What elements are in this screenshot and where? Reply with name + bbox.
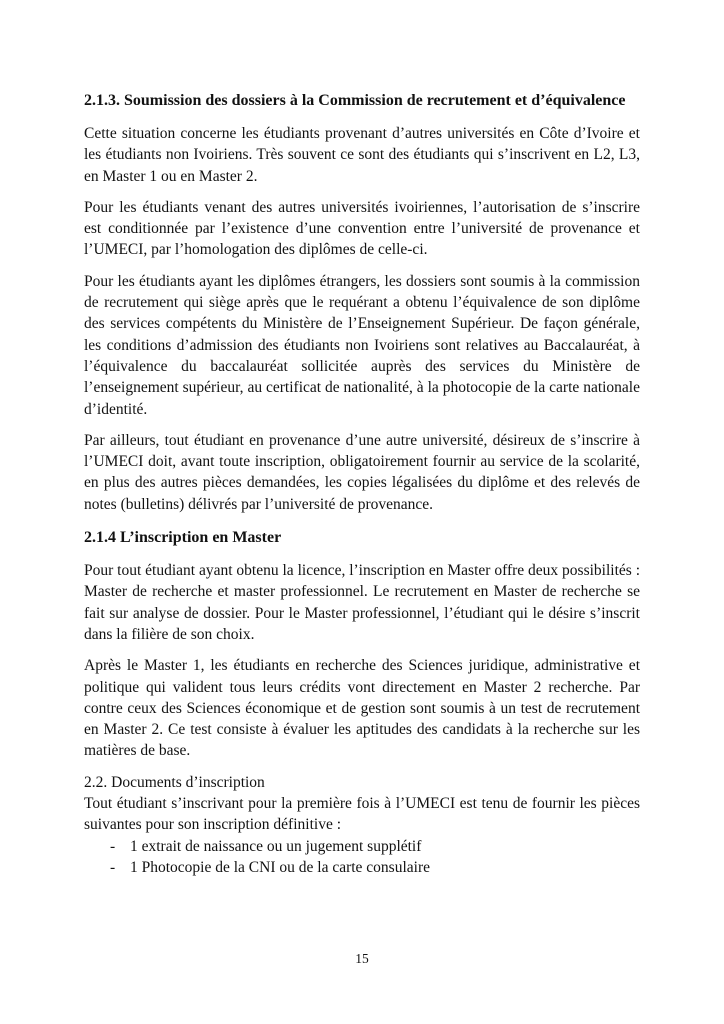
- list-item-text: 1 Photocopie de la CNI ou de la carte consulaire: [130, 859, 430, 877]
- documents-list: [84, 836, 640, 879]
- list-item: [84, 836, 640, 858]
- paragraph-diplomes-etrangers: Pour les étudiants ayant les diplômes étrangers, les dossiers sont soumis à la commission de recrutement qui siège après que le requérant a obtenu l’équivalence de son diplôme des services compétents du Ministère de l’Enseignement Supérieur. De façon générale, les conditions d’admission des étudiants non Ivoiriens sont relatives au Baccalauréat, à l’équivalence du baccalauréat sollicitée auprès des services du Ministère de l’enseignement supérieur, au certificat de nationalité, à la photocopie de la carte nationale d’identité.: [84, 272, 640, 418]
- list-dash-marker: -: [110, 859, 116, 877]
- page-number: 15: [355, 951, 369, 966]
- page-content: [84, 88, 640, 879]
- list-item-text: 1 extrait de naissance ou un jugement supplétif: [130, 837, 422, 855]
- paragraph-licence-master: Pour tout étudiant ayant obtenu la licence, l’inscription en Master offre deux possibilités : Master de recherche et master professionnel. Le recrutement en Master de recherche se fait sur analyse de dossier. Pour le Master professionnel, l’étudiant qui le désire s’inscrit dans la filière de son choix.: [84, 562, 640, 643]
- paragraph-cette-situation: Cette situation concerne les étudiants provenant d’autres universités en Côte d’Ivoire et les étudiants non Ivoiriens. Très souvent ce sont des étudiants qui s’inscrivent en L2, L3, en Master 1 ou en Master 2.: [84, 125, 640, 185]
- section-heading-soumission-dossiers: 2.1.3. Soumission des dossiers à la Commission de recrutement et d’équivalence: [84, 92, 626, 109]
- section-heading-documents-inscription: 2.2. Documents d’inscription: [84, 773, 265, 791]
- paragraph-etudiants-universites-ivoiriennes: Pour les étudiants venant des autres universités ivoiriennes, l’autorisation de s’inscrire est conditionnée par l’existence d’une convention entre l’université de provenance et l’UMECI, par l’homologation des diplômes de celle-ci.: [84, 198, 640, 259]
- paragraph-pieces-suivantes: Tout étudiant s’inscrivant pour la première fois à l’UMECI est tenu de fournir les pièces suivantes pour son inscription définitive :: [84, 795, 640, 834]
- paragraph-apres-master1: Après le Master 1, les étudiants en recherche des Sciences juridique, administrative et politique qui valident tous leurs crédits vont directement en Master 2 recherche. Par contre ceux des Sciences économique et de gestion sont soumis à un test de recrutement en Master 2. Ce test consiste à évaluer les aptitudes des candidats à la recherche sur les matières de base.: [84, 657, 640, 760]
- section-heading-inscription-master: 2.1.4 L’inscription en Master: [84, 529, 282, 547]
- list-dash-marker: -: [110, 837, 116, 855]
- list-item: [84, 857, 640, 879]
- paragraph-par-ailleurs: Par ailleurs, tout étudiant en provenance d’une autre université, désireux de s’inscrire à l’UMECI doit, avant toute inscription, obligatoirement fournir au service de la scolarité, en plus des autres pièces demandées, les copies légalisées du diplôme et des relevés de notes (bulletins) délivrés par l’université de provenance.: [84, 431, 640, 513]
